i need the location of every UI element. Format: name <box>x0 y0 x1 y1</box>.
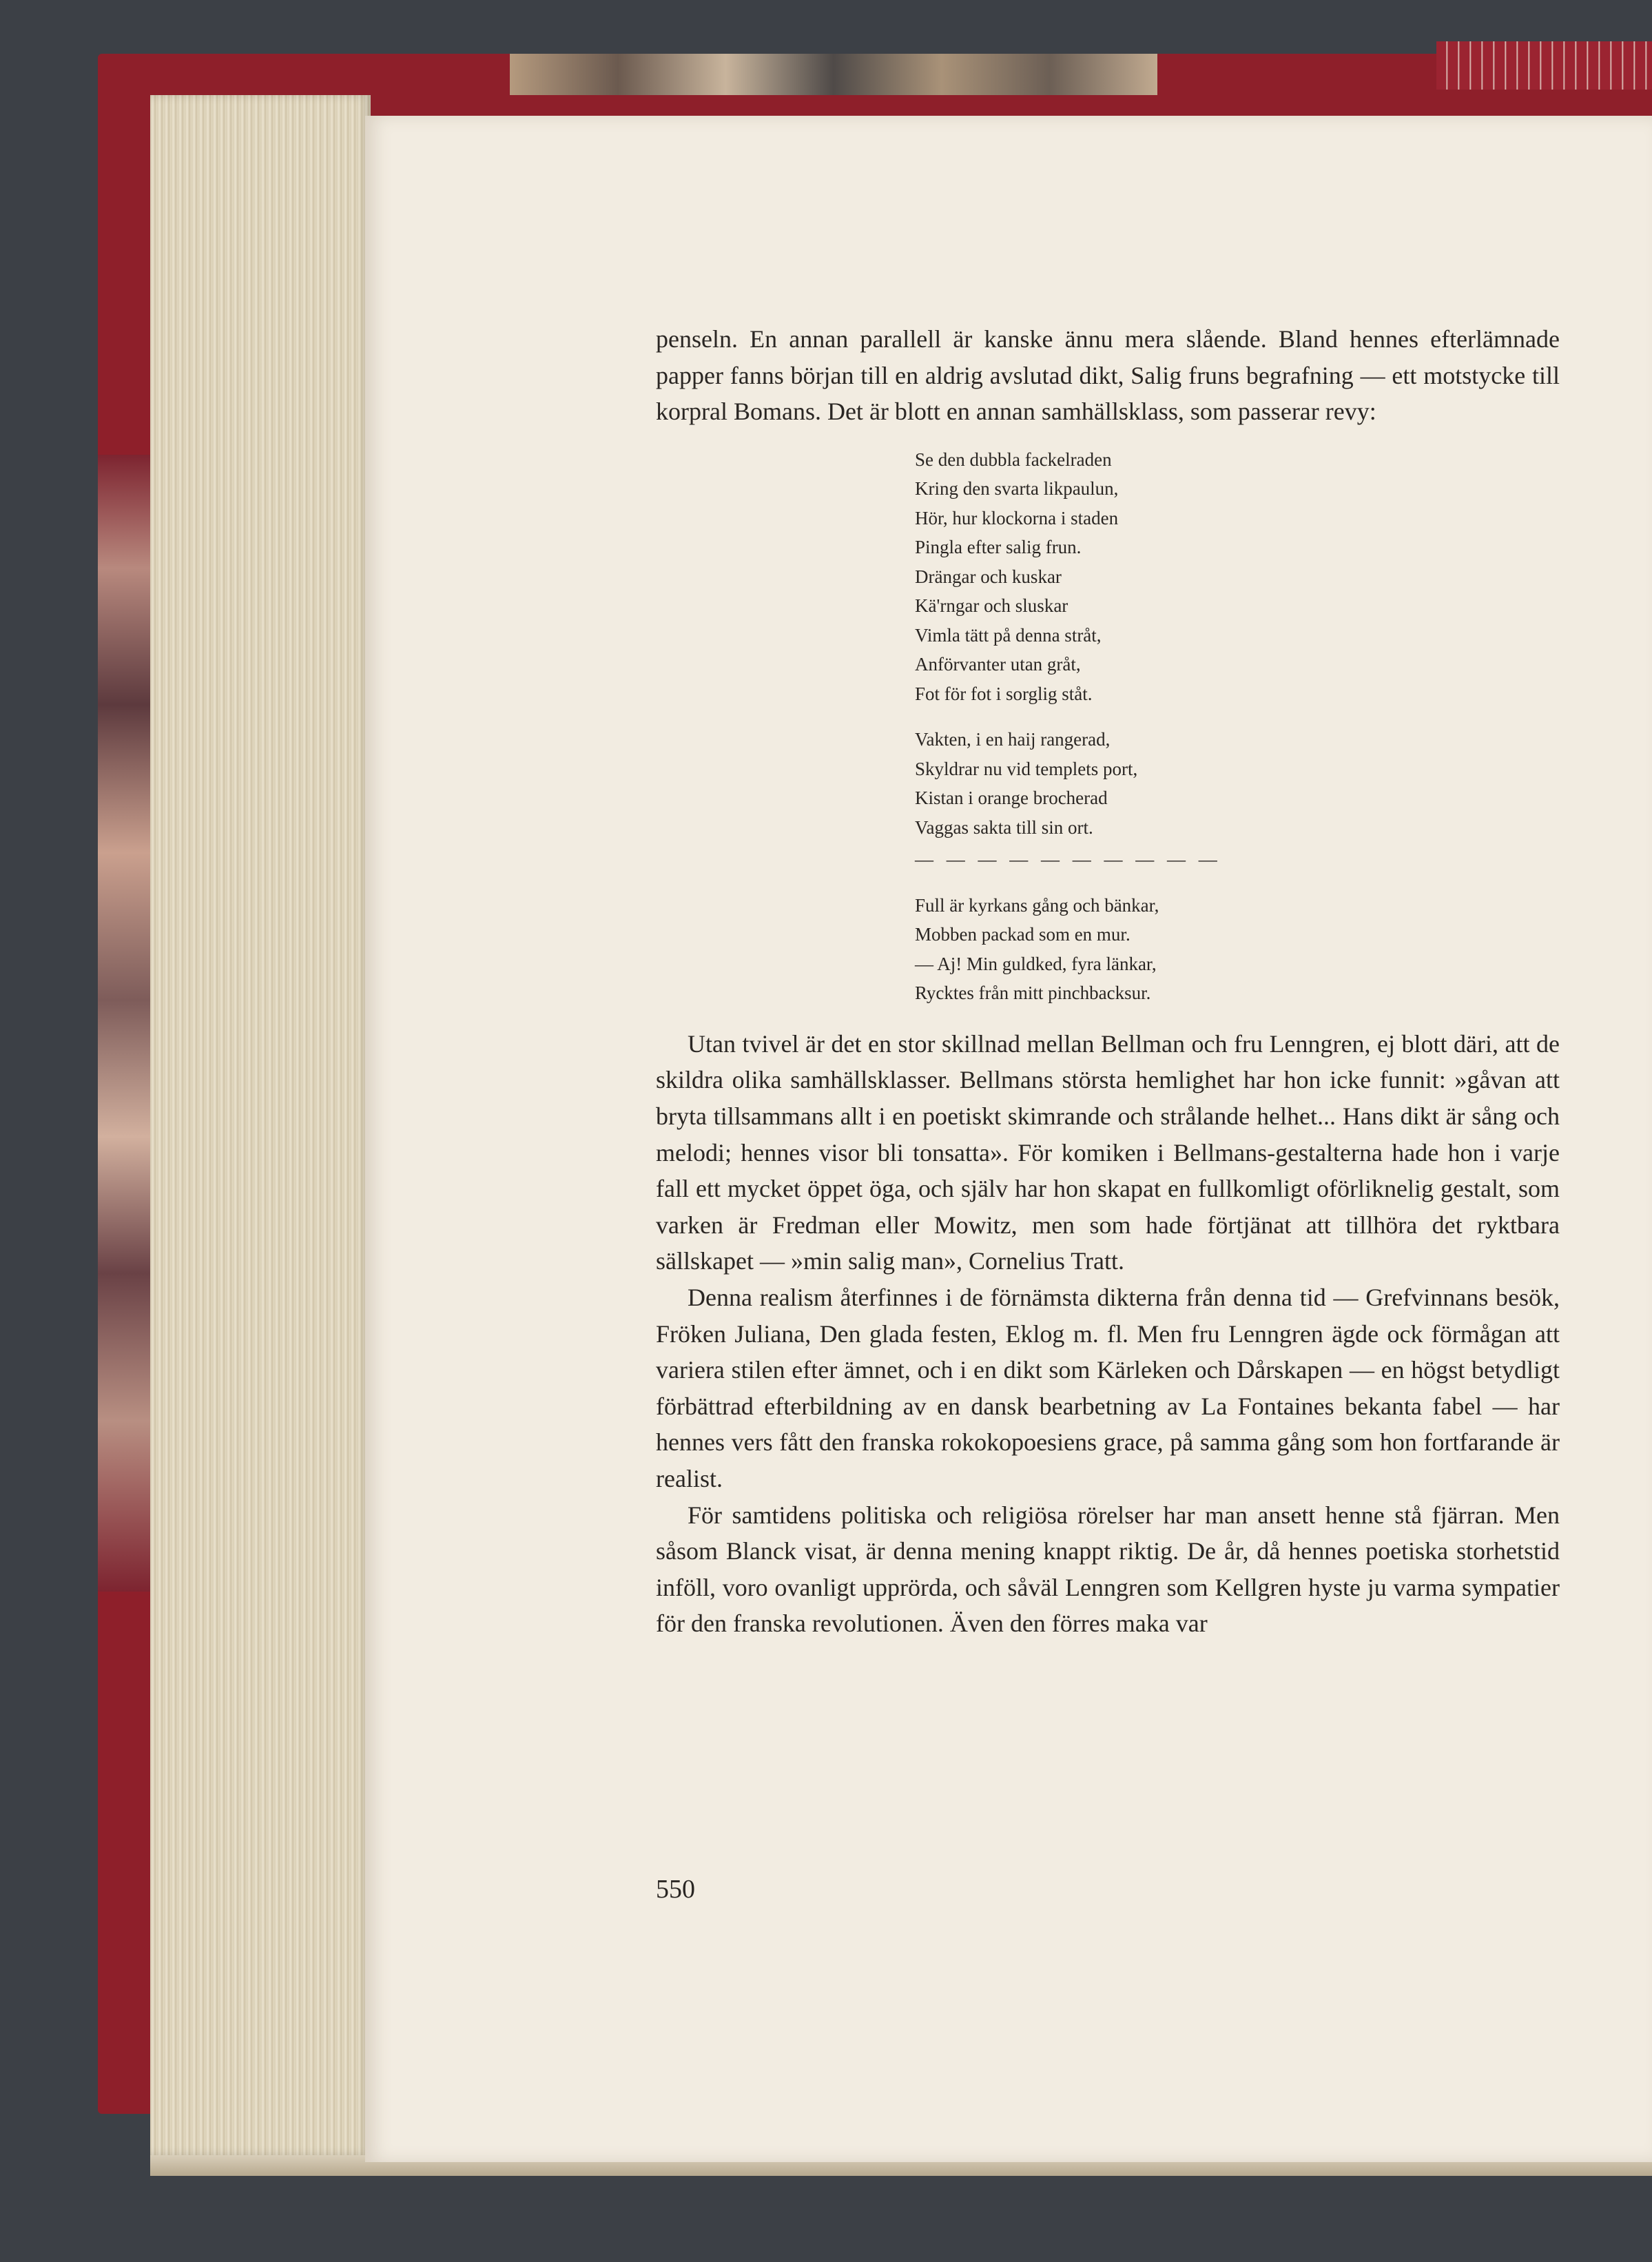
book-spine-edge <box>1436 41 1652 90</box>
page-text <box>656 321 1560 1642</box>
paragraph-4: För samtidens politiska och religiösa rörelser har man ansett henne stå fjärran. Men såsom Blanck visat, är denna mening knappt riktig. De år, då hennes poetiska storhetstid inföll, voro ovanligt upprörda, och såväl Lenngren som Kellgren hyste ju varma sympatier för den franska revolutionen. Även den förres maka var <box>656 1501 1560 1638</box>
poem-line: Vimla tätt på denna stråt, <box>915 624 1102 646</box>
poem-line: Se den dubbla fackelraden <box>915 449 1112 470</box>
poem-line: Kä'rngar och sluskar <box>915 595 1068 617</box>
poem-stanza-1 <box>915 445 1560 709</box>
poem-line: Full är kyrkans gång och bänkar, <box>915 894 1159 916</box>
poem-line: — Aj! Min guldked, fyra länkar, <box>915 953 1157 974</box>
poem-line: Mobben packad som en mur. <box>915 924 1130 945</box>
poem-line: Vakten, i en haij rangerad, <box>915 729 1111 750</box>
poem-line: Vaggas sakta till sin ort. <box>915 816 1093 838</box>
poem-line: Rycktes från mitt pinchbacksur. <box>915 983 1151 1004</box>
intro-paragraph: penseln. En annan parallell är kanske ännu mera slående. Bland hennes efterlämnade papper fanns början till en aldrig avslutad dikt, Salig fruns begrafning — ett motstycke till korpral Bomans. Det är blott en annan samhällsklass, som passerar revy: <box>656 325 1560 426</box>
page-number: 550 <box>656 1875 695 1904</box>
marbled-edge-left <box>98 455 154 1592</box>
poem-line: Fot för fot i sorglig ståt. <box>915 683 1093 704</box>
poem-line: Anförvanter utan gråt, <box>915 654 1081 675</box>
poem-line: Drängar och kuskar <box>915 566 1062 587</box>
poem-line: Pingla efter salig frun. <box>915 537 1082 558</box>
poem <box>915 445 1560 1008</box>
paragraph-3: Denna realism återfinnes i de förnämsta dikterna från denna tid — Grefvinnans besök, Fröken Juliana, Den glada festen, Eklog m. fl. Men fru Lenngren ägde ock förmågan att variera stilen efter ämnet, och i en dikt som Kärleken och Dårskapen — en högst betydligt förbättrad efterbildning av en dansk bearbetning av La Fontaines bekanta fabel — har hennes vers fått den franska rokokopoesiens grace, på samma gång som hon fortfarande är realist. <box>656 1283 1560 1492</box>
poem-line: Kistan i orange brocherad <box>915 788 1108 809</box>
poem-line: Kring den svarta likpaulun, <box>915 478 1119 500</box>
marbled-endpaper-top <box>510 54 1157 95</box>
poem-line: Skyldrar nu vid templets port, <box>915 758 1138 779</box>
poem-stanza-3 <box>915 891 1560 1008</box>
paragraph-2: Utan tvivel är det en stor skillnad mellan Bellman och fru Lenngren, ej blott däri, att de skildra olika samhällsklasser. Bellmans största hemlighet har hon icke funnit: »gåvan att bryta tillsammans allt i en poetiskt skimrande och strålande helhet... Hans dikt är sång och melodi; hennes visor bli tonsatta». För komiken i Bellmans-gestalterna hade hon i varje fall ett mycket öppet öga, och själv har hon skapat en fullkomligt oförliknelig gestalt, som varken är Fredman eller Mowitz, men som hade förtjänat att tillhöra det ryktbara sällskapet — »min salig man», Cornelius Tratt. <box>656 1029 1560 1275</box>
poem-divider: — — — — — — — — — — <box>915 849 1221 870</box>
poem-stanza-2 <box>915 725 1560 842</box>
poem-line: Hör, hur klockorna i staden <box>915 507 1119 528</box>
page-stack <box>150 95 371 2155</box>
